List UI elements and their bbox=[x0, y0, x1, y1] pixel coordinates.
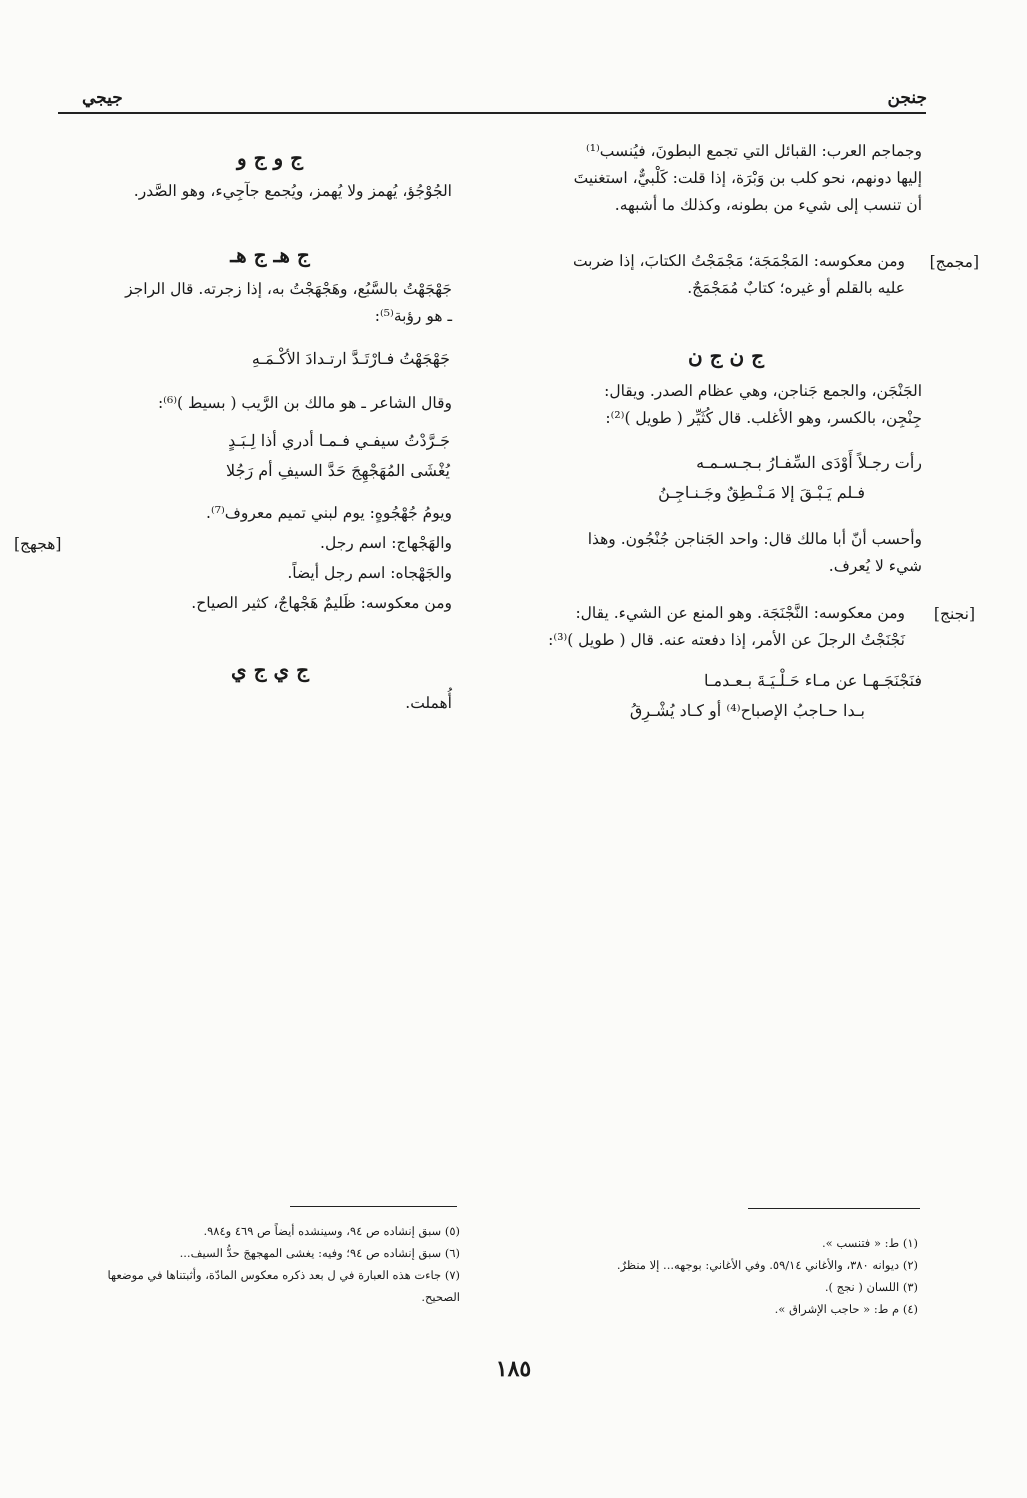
paragraph: الجَنْجَن، والجمع جَناجن، وهي عظام الصدر. ويقال: bbox=[604, 382, 922, 400]
section-heading-jhjh: ج هـ ج هـ bbox=[230, 243, 310, 267]
header-right-title: جنجن bbox=[887, 88, 927, 108]
verse-line: يُغْشَى المُهَجْهِجَ حَدَّ السيفِ أم رَجُلا bbox=[226, 461, 450, 480]
left-para-jahjaht bbox=[80, 276, 452, 330]
paragraph: جَهْجَهْتُ بالسَّبُع، وهَجْهَجْتُ به، إذا زجرته. قال الراجز bbox=[125, 280, 452, 298]
right-column bbox=[530, 138, 922, 219]
paragraph: وأحسب أنّ أبا مالك قال: واحد الجَناجن جُنْجُون. وهذا bbox=[587, 530, 922, 548]
paragraph: عليه بالقلم أو غيره؛ كتابٌ مُمَجْمَجٌ. bbox=[687, 279, 905, 297]
verse-line: بـدا حـاجبُ الإصباح⁽⁴⁾ أو كـاد يُشْـرِقُ bbox=[629, 701, 865, 720]
footnote: (٤) م ط: « حاجب الإشراق ». bbox=[774, 1302, 918, 1316]
paragraph: إليها دونهم، نحو كلب بن وَبْرَة، إذا قلت: كَلْبيٌّ، استغنيتَ bbox=[573, 169, 922, 187]
paragraph: شيء لا يُعرف. bbox=[828, 557, 922, 575]
section-heading-jwjw: ج و ج و bbox=[236, 146, 304, 170]
margin-tag-najnaj: [نجنج] bbox=[933, 605, 975, 623]
paragraph: ومن معكوسه: النَّجْنَجَة. وهو المنع عن الشيء. يقال: bbox=[575, 604, 905, 622]
right-para-majmaj bbox=[530, 248, 905, 302]
footnotes-right bbox=[530, 1232, 918, 1320]
verse-line: فنَجْنَجَـهـا عن مـاء حَـلْـيَـةَ بـعـدمـا bbox=[703, 671, 922, 690]
left-line-yawm: ويومُ جُهْجُوهٍ: يوم لبني تميم معروف⁽⁷⁾. bbox=[206, 504, 452, 522]
paragraph: ـ هو رؤبة⁽⁵⁾: bbox=[374, 307, 452, 325]
left-line-jahjah: والجَهْجاه: اسم رجل أيضاً. bbox=[287, 564, 452, 582]
footnote: الصحيح. bbox=[421, 1290, 460, 1304]
right-para-najnaj bbox=[530, 600, 905, 654]
paragraph: ومن معكوسه: المَجْمَجَة؛ مَجْمَجْتُ الكتابَ، إذا ضربت bbox=[572, 252, 905, 270]
verse-line: جَهْجَهْتُ فـارْتَـدَّ ارتـدادَ الأكْـمَـهِ bbox=[251, 349, 450, 368]
header-rule bbox=[58, 112, 926, 114]
section-heading-jnjn: ج ن ج ن bbox=[687, 344, 765, 368]
verse-line: جَـرَّدْتُ سيفـي فـمـا أدري أذا لِـبَـدٍ bbox=[228, 431, 450, 450]
margin-tag-hajhaj: [هجهج] bbox=[14, 535, 62, 553]
page-number: ١٨٥ bbox=[495, 1356, 532, 1382]
left-line-hajhaj: والهَجْهاج: اسم رجل. bbox=[320, 534, 452, 552]
footnote: (٧) جاءت هذه العبارة في ل بعد ذكره معكوس المادّة، وأثبتناها في موضعها bbox=[107, 1268, 460, 1282]
verse-line: رأت رجـلاً أَوْدَى السِّفـارُ بـجـسـمـه bbox=[696, 453, 922, 472]
footnote: (٢) ديوانه ٣٨٠، والأغاني ٥٩/١٤. وفي الأغاني: بوجهه... إلا منظرٌ. bbox=[616, 1258, 918, 1272]
left-para-jwjw: الجُوْجُؤ، يُهمز ولا يُهمز، ويُجمع جآجِيء، وهو الصَّدر. bbox=[133, 182, 452, 200]
margin-tag-majmaj: [مجمج] bbox=[929, 253, 979, 271]
right-para-jnjn bbox=[530, 378, 922, 432]
footnote: (٣) اللسان ( نجج ). bbox=[824, 1280, 918, 1294]
header-left-title: جيجي bbox=[82, 88, 123, 108]
section-heading-jyjy: ج ي ج ي bbox=[230, 658, 310, 682]
verse-line: فـلم يَـبْـقَ إلا مَـنْـطِقٌ وجَـنـاجِـنُ bbox=[658, 483, 865, 502]
footnote-rule-left bbox=[290, 1206, 457, 1207]
footnotes-left bbox=[75, 1220, 460, 1308]
paragraph: جِنْجِن، بالكسر، وهو الأغلب. قال كُثَيِّر ( طويل )⁽²⁾: bbox=[605, 409, 922, 427]
left-line-makus: ومن معكوسه: ظَليمٌ هَجْهاجٌ، كثير الصياح. bbox=[191, 594, 452, 612]
paragraph: نَجْنَجْتُ الرجلَ عن الأمر، إذا دفعته عنه. قال ( طويل )⁽³⁾: bbox=[548, 631, 905, 649]
footnote: (٥) سبق إنشاده ص ٩٤، وسينشده أيضاً ص ٤٦٩ و٩٨٤. bbox=[203, 1224, 460, 1238]
footnote: (٦) سبق إنشاده ص ٩٤؛ وفيه: يغشى المهجهجَ حدُّ السيف... bbox=[179, 1246, 460, 1260]
left-line-uhmilat: أُهملت. bbox=[405, 694, 452, 712]
left-para-malik: وقال الشاعر ـ هو مالك بن الرَّيب ( بسيط )⁽⁶⁾: bbox=[157, 394, 452, 412]
footnote: (١) ط: « فتنسب ». bbox=[821, 1236, 918, 1250]
right-para-ajnajin bbox=[530, 526, 922, 580]
paragraph: وجماجم العرب: القبائل التي تجمع البطونَ، فيُنسب⁽¹⁾ bbox=[585, 142, 922, 160]
footnote-rule-right bbox=[748, 1208, 920, 1209]
paragraph: أن تنسب إلى شيء من بطونه، وكذلك ما أشبهه. bbox=[614, 196, 922, 214]
